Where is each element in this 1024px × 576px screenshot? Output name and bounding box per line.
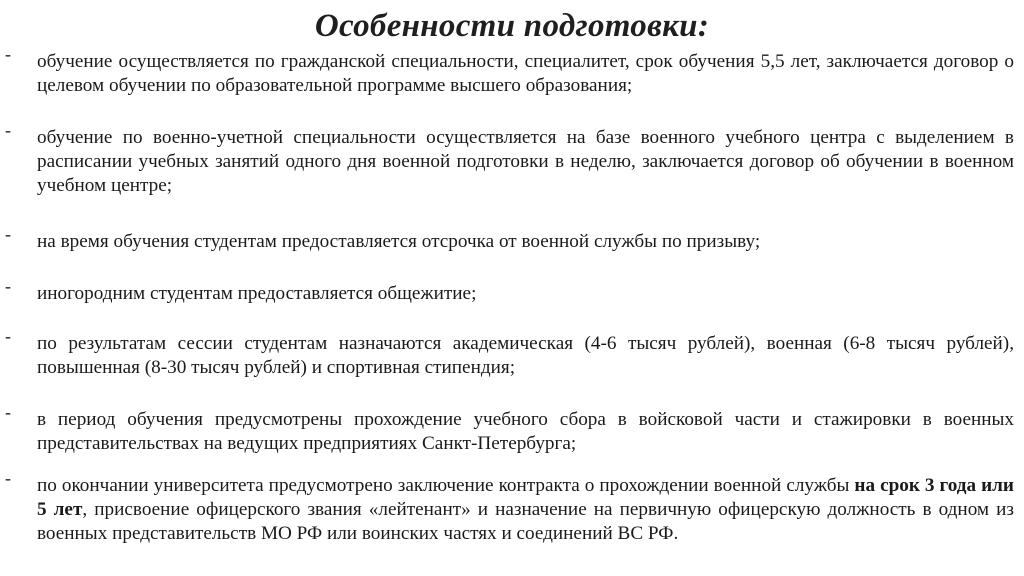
bullet-dash: -: [5, 402, 11, 422]
list-item-text: [37, 474, 1014, 546]
bullet-dash: -: [5, 468, 11, 488]
bullet-dash: -: [5, 224, 11, 244]
list-item-text: обучение по военно-учетной специальности осуществляется на базе военного учебного центра с выделением в расписании учебных занятий одного дня военной подготовки в неделю, заключается договор об обучении в военном учебном центре;: [37, 127, 1014, 196]
bullet-dash: -: [5, 326, 11, 346]
bullet-dash: -: [5, 276, 11, 296]
bullet-dash: -: [5, 44, 11, 64]
list-item-text-part: , присвоение офицерского звания «лейтенант» и назначение на первичную офицерскую должность в одном из военных представительств МО РФ или воинских частях и соединений ВС РФ.: [37, 499, 1014, 544]
slide-title: Особенности подготовки:: [314, 8, 710, 44]
list-item-text-part: по окончании университета предусмотрено заключение контракта о прохождении военной службы: [37, 475, 855, 496]
list-item-text: иногородним студентам предоставляется общежитие;: [37, 283, 477, 304]
list-item-text: по результатам сессии студентам назначаются академическая (4-6 тысяч рублей), военная (6-8 тысяч рублей), повышенная (8-30 тысяч рублей) и спортивная стипендия;: [37, 333, 1014, 378]
list-item-text: в период обучения предусмотрены прохождение учебного сбора в войсковой части и стажировки в военных представительствах на ведущих предприятиях Санкт-Петербурга;: [37, 409, 1014, 454]
list-item-text: на время обучения студентам предоставляется отсрочка от военной службы по призыву;: [37, 231, 761, 252]
contract-term-emphasis: на срок 3 года или 5 лет: [37, 475, 1014, 520]
bullet-dash: -: [5, 120, 11, 140]
list-item-text: обучение осуществляется по гражданской специальности, специалитет, срок обучения 5,5 лет, заключается договор о целевом обучении по образовательной программе высшего образования;: [37, 51, 1014, 96]
